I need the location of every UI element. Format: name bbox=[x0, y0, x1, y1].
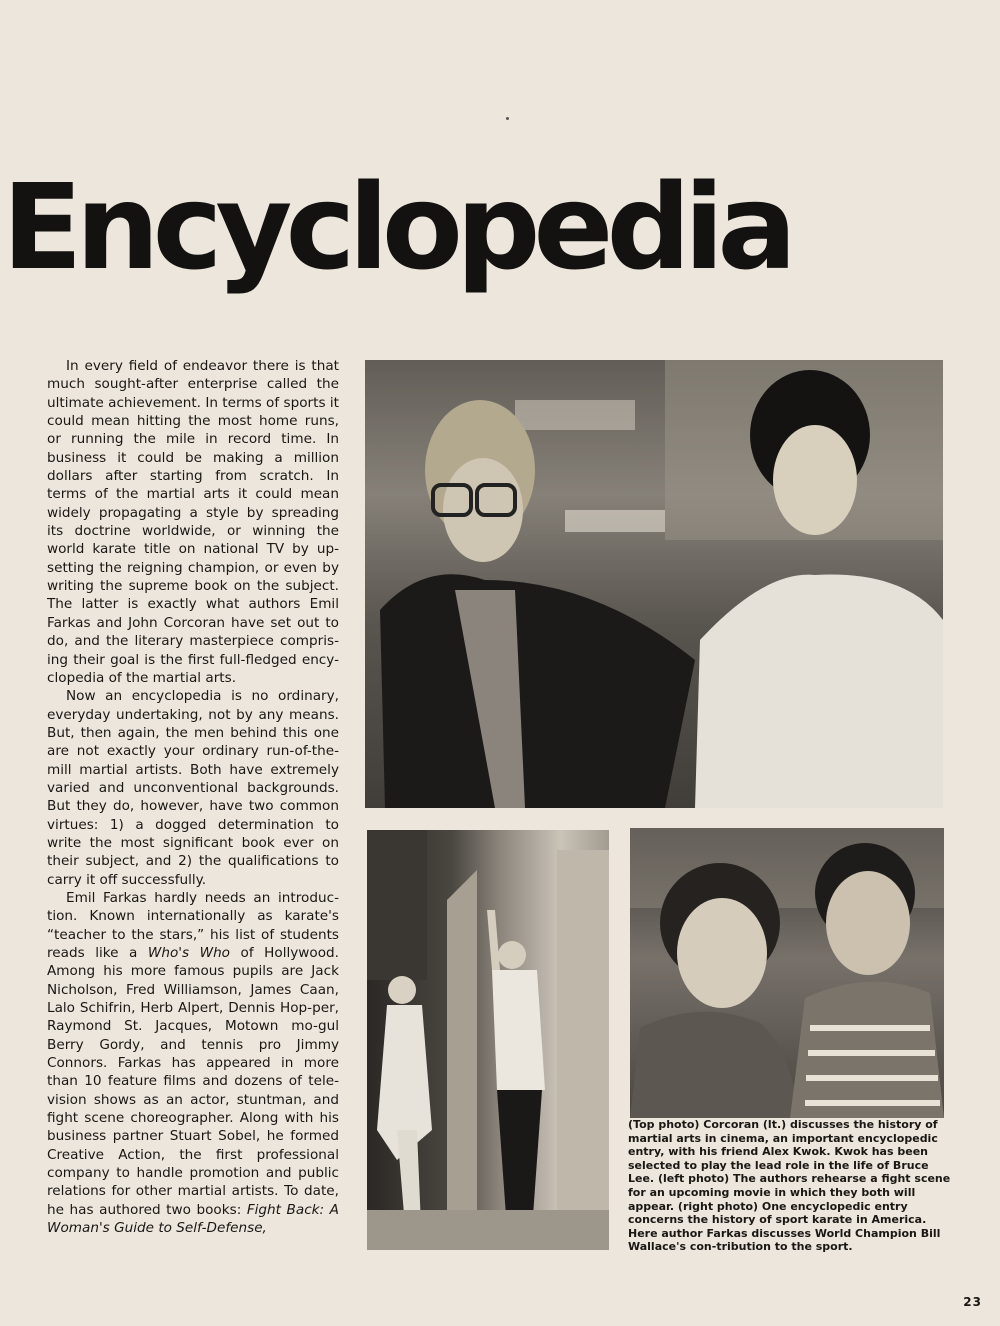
article-title: Encyclopedia bbox=[2, 158, 790, 296]
paragraph-2: Now an encyclopedia is no ordinary, everyday undertaking, not by any means. But, then again, the men behind this one are not exactly your ordinary run-of-the-mill martial artists. Both have extremely varied and unconventional backgrounds. But they do, however, have two common virtues: 1) a dogged determination to write the most significant book ever on their subject, and 2) the qualifications to carry it off successfully. bbox=[47, 688, 339, 888]
page-number: 23 bbox=[963, 1295, 982, 1309]
right-photo bbox=[630, 828, 944, 1118]
photo-caption: (Top photo) Corcoran (lt.) discusses the history of martial arts in cinema, an important encyclopedic entry, with his friend Alex Kwok. Kwok has been selected to play the lead role in the life of Bruce Lee. (left photo) The authors rehearse a fight scene for an upcoming movie in which they both will appear. (right photo) One encyclopedic entry concerns the history of sport karate in America. Here author Farkas discusses World Champion Bill Wallace's con-tribution to the sport. bbox=[628, 1118, 951, 1254]
left-photo bbox=[367, 830, 609, 1250]
paragraph-1: In every field of endeavor there is that much sought-after enterprise called the ultimate achievement. In terms of sports it could mean hitting the most home runs, or running the mile in record time. In business it could be making a million dollars after starting from scratch. In terms of the martial arts it could mean widely propagating a style by spreading its doctrine worldwide, or winning the world karate title on national TV by up-setting the reigning champion, or even by writing the supreme book on the subject. The latter is exactly what authors Emil Farkas and John Corcoran have set out to do, and the literary masterpiece compris-ing their goal is the first full-fledged ency-clopedia of the martial arts. bbox=[47, 358, 339, 686]
print-speck bbox=[506, 117, 509, 120]
article-body bbox=[47, 357, 339, 1238]
top-photo bbox=[365, 360, 943, 808]
paragraph-3: Emil Farkas hardly needs an introduc-tion. Known internationally as karate's “teacher to the stars,” his list of students reads like a Who's Who of Hollywood. Among his more famous pupils are Jack Nicholson, Fred Williamson, James Caan, Lalo Schifrin, Herb Alpert, Dennis Hop-per, Raymond St. Jacques, Motown mo-gul Berry Gordy, and tennis pro Jimmy Connors. Farkas has appeared in more than 10 feature films and dozens of tele-vision shows as an actor, stuntman, and fight scene choreographer. Along with his business partner Stuart Sobel, he formed Creative Action, the first professional company to handle promotion and public relations for other martial artists. To date, he has authored two books: Fight Back: A Woman's Guide to Self-Defense, bbox=[47, 889, 339, 1237]
